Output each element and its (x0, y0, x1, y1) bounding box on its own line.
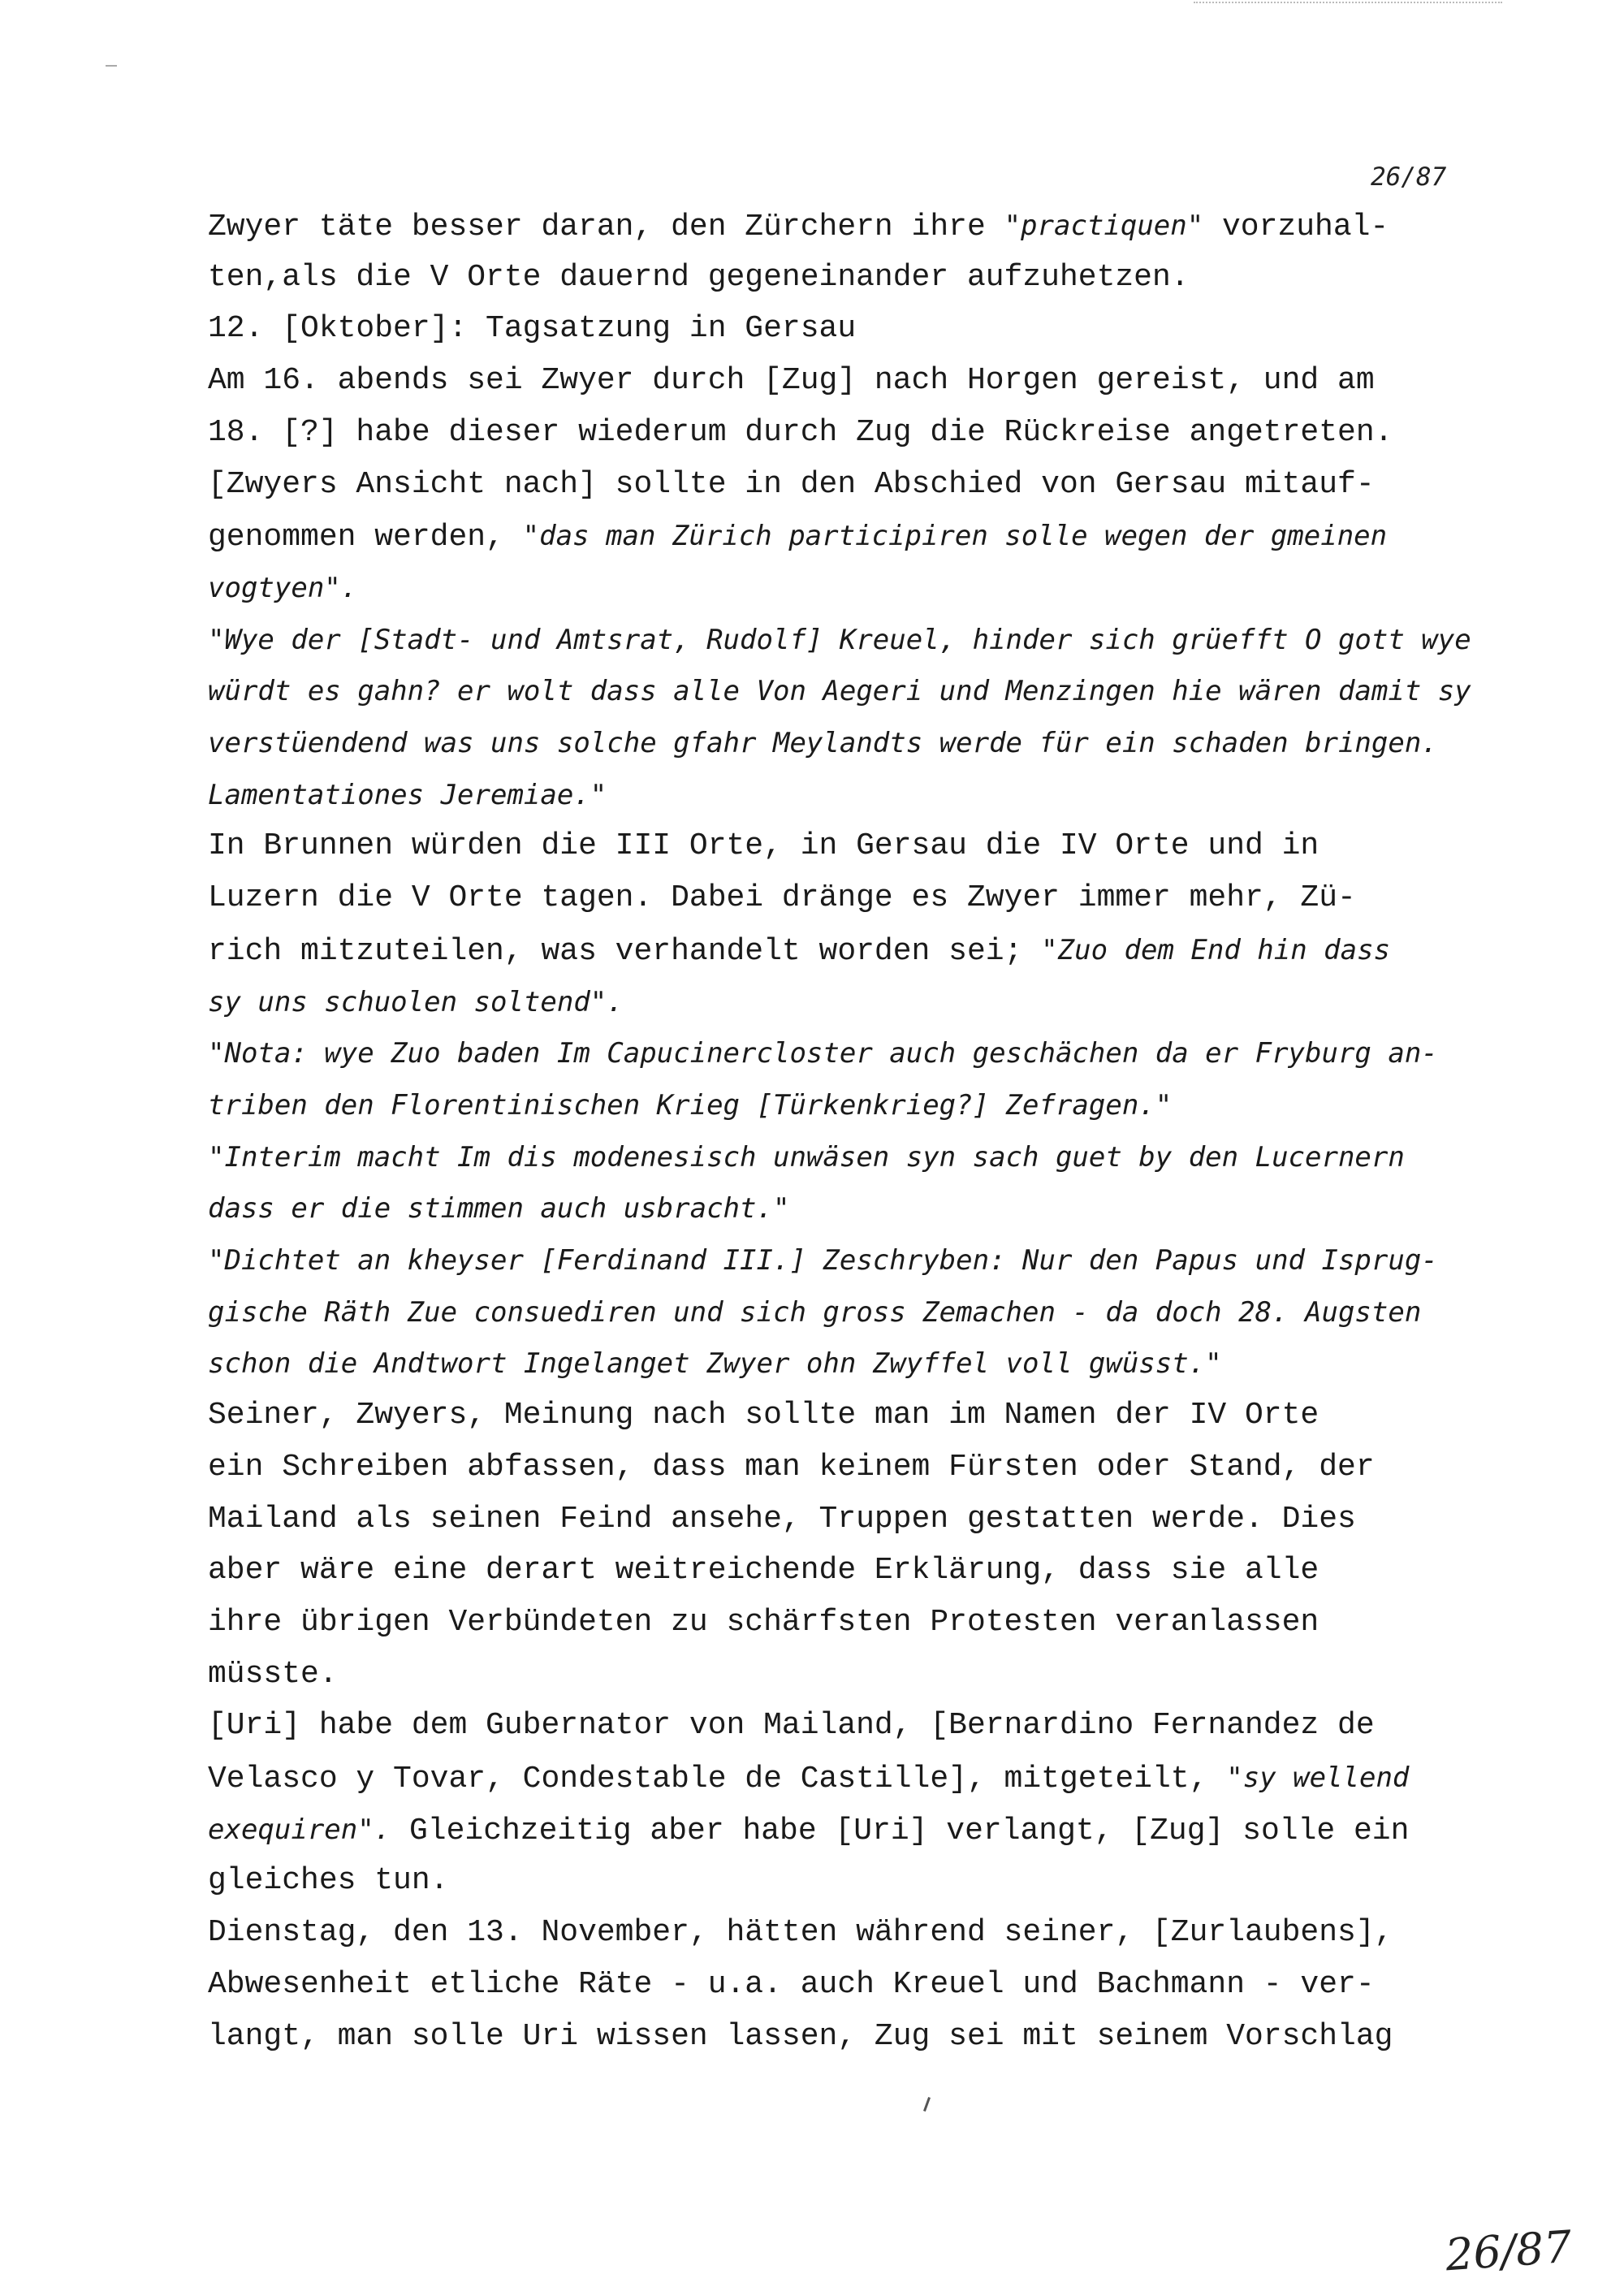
text-line-roman-tail: Gleichzeitig aber habe [Uri] verlangt, [Zug] solle ein (391, 1813, 1410, 1848)
text-line (208, 616, 1471, 664)
text-line (208, 253, 1190, 302)
text-line (208, 460, 1375, 509)
page-number: 26/87 (1371, 162, 1447, 192)
text-line-quote: verstüendend was uns solche gfahr Meylandts werde für ein schaden bringen. (208, 727, 1438, 759)
text-line (208, 667, 1471, 715)
text-line (208, 1236, 1438, 1285)
text-line-roman: gleiches tun. (208, 1863, 449, 1899)
text-line-roman: [Zwyers Ansicht nach] sollte in den Abschied von Gersau mitauf- (208, 466, 1375, 502)
text-line (208, 1133, 1405, 1182)
text-line-quote: gische Räth Zue consuediren und sich gross Zemachen - da doch 28. Augsten (208, 1295, 1422, 1329)
text-line (208, 1081, 1172, 1130)
scan-artifact-top (1194, 2, 1502, 8)
text-line-roman: In Brunnen würden die III Orte, in Gersau die IV Orte und in (208, 828, 1320, 864)
text-line (208, 1650, 338, 1699)
text-line-quote: triben den Florentinischen Krieg [Türkenkrieg?] Zefragen." (208, 1088, 1173, 1122)
text-line-quote: "Nota: wye Zuo baden Im Capucinercloster auch geschächen da er Fryburg an- (208, 1037, 1438, 1070)
text-line (208, 1443, 1375, 1492)
text-line-quote: "practiquen" (1004, 210, 1204, 242)
text-line (208, 926, 1390, 975)
text-line (208, 1805, 1409, 1854)
text-line (208, 512, 1387, 560)
text-line-quote: sy uns schuolen soltend". (208, 985, 624, 1018)
text-line-quote: würdt es gahn? er wolt dass alle Von Aegeri und Menzingen hie wären damit sy (208, 675, 1471, 708)
text-line-quote: "Wye der [Stadt- und Amtsrat, Rudolf] Kreuel, hinder sich grüefft O gott wye (208, 623, 1471, 656)
text-line (208, 201, 1389, 250)
text-line-quote: "sy wellend (1226, 1762, 1410, 1794)
text-line (208, 1961, 1375, 2009)
text-line (208, 1598, 1319, 1647)
text-line (208, 1339, 1222, 1388)
text-line (208, 1184, 789, 1233)
text-line-quote: "Dichtet an kheyser [Ferdinand III.] Zeschryben: Nur den Papus und Isprug- (208, 1244, 1438, 1277)
text-line (208, 1857, 448, 1905)
text-line-roman: [Uri] habe dem Gubernator von Mailand, [Bernardino Fernandez de (208, 1708, 1375, 1744)
text-line-quote: "Zuo dem End hin dass (1041, 933, 1391, 966)
text-line (208, 719, 1438, 767)
text-line-roman: aber wäre eine derart weitreichende Erklärung, dass sie alle (208, 1553, 1320, 1589)
text-line (208, 874, 1356, 923)
text-line (208, 1495, 1356, 1544)
text-line-roman: ein Schreiben abfassen, dass man keinem Fürsten oder Stand, der (208, 1449, 1375, 1485)
text-line-quote: "das man Zürich participiren solle wegen der gmeinen (522, 520, 1388, 553)
text-line (208, 564, 357, 612)
text-line (208, 771, 607, 819)
handwritten-page-number: 26/87 (1443, 2220, 1574, 2281)
text-line-quote: dass er die stimmen auch usbracht." (208, 1192, 790, 1226)
text-line (208, 1701, 1375, 1750)
text-line-roman: Mailand als seinen Feind ansehe, Truppen gestatten werde. Dies (208, 1501, 1356, 1537)
text-line-roman: Luzern die V Orte tagen. Dabei dränge es Zwyer immer mehr, Zü- (208, 880, 1356, 916)
text-line-roman: 12. [Oktober]: Tagsatzung in Gersau (208, 311, 857, 347)
text-line (208, 1546, 1319, 1595)
text-line (208, 1029, 1438, 1078)
text-line (208, 1288, 1421, 1337)
text-line-quote: schon die Andtwort Ingelanget Zwyer ohn Zwyffel voll gwüsst." (208, 1347, 1222, 1381)
text-line (208, 409, 1393, 457)
text-line-roman: Dienstag, den 13. November, hätten während seiner, [Zurlaubens], (208, 1915, 1393, 1951)
text-line (208, 978, 624, 1027)
text-line (208, 1753, 1409, 1802)
text-line (208, 822, 1319, 871)
text-line (208, 357, 1375, 405)
text-line-roman: ten,als die V Orte dauernd gegeneinander aufzuhetzen. (208, 259, 1190, 295)
text-line-roman: ihre übrigen Verbündeten zu schärfsten Protesten veranlassen (208, 1604, 1320, 1640)
text-line-roman: 18. [?] habe dieser wiederum durch Zug die Rückreise angetreten. (208, 414, 1393, 450)
text-line (208, 305, 856, 353)
text-line-roman: Seiner, Zwyers, Meinung nach sollte man im Namen der IV Orte (208, 1398, 1320, 1433)
text-line-quote: exequiren". (208, 1813, 391, 1846)
text-line-roman: langt, man solle Uri wissen lassen, Zug sei mit seinem Vorschlag (208, 2018, 1393, 2054)
text-line-quote: "Interim macht Im dis modenesisch unwäsen syn sach guet by den Lucernern (208, 1140, 1405, 1174)
text-line-roman: rich mitzuteilen, was verhandelt worden sei; (208, 933, 1042, 969)
text-line-roman: Abwesenheit etliche Räte - u.a. auch Kreuel und Bachmann - ver- (208, 1966, 1375, 2002)
text-line-roman: Zwyer täte besser daran, den Zürchern ihre (208, 210, 1004, 244)
text-line (208, 1391, 1319, 1440)
scan-artifact-left (106, 65, 117, 67)
text-line-quote: Lamentationes Jeremiae." (208, 778, 607, 811)
text-line (208, 2012, 1393, 2061)
text-line (208, 1909, 1393, 1957)
text-line-roman: genommen werden, (208, 520, 523, 556)
pen-tick-mark (923, 2097, 931, 2112)
text-line-quote: vogtyen". (208, 571, 358, 604)
text-line-roman-tail: vorzuhal- (1203, 210, 1389, 244)
text-line-roman: Velasco y Tovar, Condestable de Castille], mitgeteilt, (208, 1762, 1227, 1796)
text-line-roman: Am 16. abends sei Zwyer durch [Zug] nach Horgen gereist, und am (208, 363, 1375, 399)
text-line-roman: müsste. (208, 1656, 338, 1692)
